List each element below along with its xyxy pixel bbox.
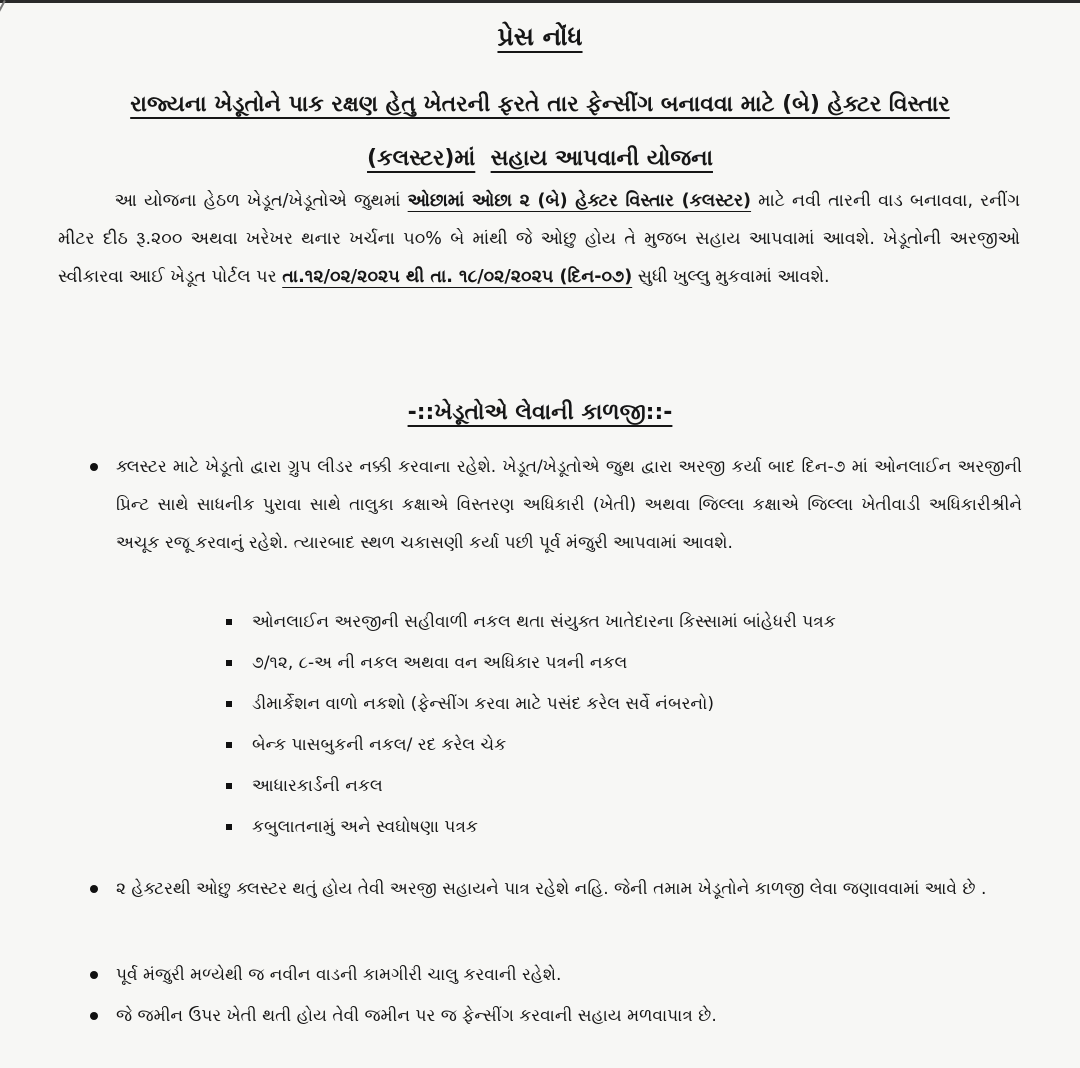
- bullet-dot-icon: [90, 885, 98, 893]
- scheme-title-line2a: (કલસ્ટર)માં: [367, 146, 476, 171]
- intro-paragraph: આ યોજના હેઠળ ખેડૂત/ખેડૂતોએ જુથમાં ઓછામાં ઓછા ૨ (બે) હેક્ટર વિસ્તાર (કલસ્ટર) માટે નવી તારની વાડ બનાવવા, રનીંગ મીટર દીઠ રૂ.૨૦૦ અથવા ખરેખર થનાર ખર્ચના ૫૦% બે માંથી જે ઓછુ હોય તે મુજબ સહાય આપવામાં આવશે. ખેડૂતોની અરજીઓ સ્વીકારવા આઈ ખેડૂત પોર્ટલ પર તા.૧૨/૦૨/૨૦૨૫ થી તા. ૧૮/૦૨/૨૦૨૫ (દિન-૦૭) સુધી ખુલ્લુ મુકવામાં આવશે.: [58, 191, 1020, 287]
- document-item-3: ડીમાર્કેશન વાળો નકશો (ફેન્સીંગ કરવા માટે પસંદ કરેલ સર્વે નંબરનો): [252, 689, 1032, 719]
- top-border: [0, 0, 1080, 3]
- document-item-4: બેન્ક પાસબુકની નકલ/ રદ કરેલ ચેક: [252, 730, 1032, 760]
- bullet-dot-icon: [90, 463, 98, 471]
- page-title: પ્રેસ નોંધ: [497, 22, 583, 51]
- document-item-6: કબુલાતનામું અને સ્વઘોષણા પત્રક: [252, 812, 1032, 842]
- square-bullet-icon: [226, 742, 232, 748]
- scheme-title-line1: રાજ્યના ખેડૂતોને પાક રક્ષણ હેતુ ખેતરની ફરતે તાર ફેન્સીંગ બનાવવા માટે (બે) હેક્ટર વિસ્તાર: [130, 92, 950, 117]
- document-item-5: આધારકાર્ડની નકલ: [252, 771, 1032, 801]
- square-bullet-icon: [226, 783, 232, 789]
- care-bullet-2: ૨ હેક્ટરથી ઓછુ ક્લસ્ટર થતું હોય તેવી અરજી સહાયને પાત્ર રહેશે નહિ. જેની તમામ ખેડૂતોને કાળજી લેવા જણાવવામાં આવે છે .: [116, 870, 1022, 908]
- care-heading: -::ખેડૂતોએ લેવાની કાળજી::-: [407, 400, 673, 425]
- scheme-title: [40, 78, 1040, 186]
- application-dates-highlight: તા.૧૨/૦૨/૨૦૨૫ થી તા. ૧૮/૦૨/૨૦૨૫ (દિન-૦૭): [282, 267, 633, 287]
- square-bullet-icon: [226, 824, 232, 830]
- bullet-dot-icon: [90, 971, 98, 979]
- document-item-1: ઓનલાઈન અરજીની સહીવાળી નકલ થતા સંયુક્ત ખાતેદારના કિસ્સામાં બાંહેધરી પત્રક: [252, 607, 1032, 637]
- care-bullet-1: ક્લસ્ટર માટે ખેડૂતો દ્વારા ગ્રુપ લીડર નક્કી કરવાના રહેશે. ખેડૂત/ખેડૂતોએ જુથ દ્વારા અરજી કર્યા બાદ દિન-૭ માં ઓનલાઈન અરજીની પ્રિન્ટ સાથે સાધનીક પુરાવા સાથે તાલુકા કક્ષાએ વિસ્તરણ અધિકારી (ખેતી) અથવા જિલ્લા કક્ષાએ જિલ્લા ખેતીવાડી અધિકારીશ્રીને અચૂક રજૂ કરવાનું રહેશે. ત્યારબાદ સ્થળ ચકાસણી કર્યા પછી પૂર્વ મંજુરી આપવામાં આવશે.: [116, 448, 1022, 562]
- bullet-dot-icon: [90, 1012, 98, 1020]
- min-area-highlight: ઓછામાં ઓછા ૨ (બે) હેક્ટર વિસ્તાર (કલસ્ટર): [407, 191, 752, 211]
- care-bullet-3: પૂર્વ મંજુરી મળ્યેથી જ નવીન વાડની કામગીરી ચાલુ કરવાની રહેશે.: [116, 956, 1022, 994]
- document-item-2: ૭/૧૨, ૮-અ ની નકલ અથવા વન અધિકાર પત્રની નકલ: [252, 648, 1032, 678]
- square-bullet-icon: [226, 701, 232, 707]
- square-bullet-icon: [226, 660, 232, 666]
- care-bullet-4: જે જમીન ઉપર ખેતી થતી હોય તેવી જમીન પર જ ફેન્સીંગ કરવાની સહાય મળવાપાત્ર છે.: [116, 997, 1022, 1035]
- square-bullet-icon: [226, 619, 232, 625]
- scheme-title-line2b: સહાય આપવાની યોજના: [490, 146, 713, 171]
